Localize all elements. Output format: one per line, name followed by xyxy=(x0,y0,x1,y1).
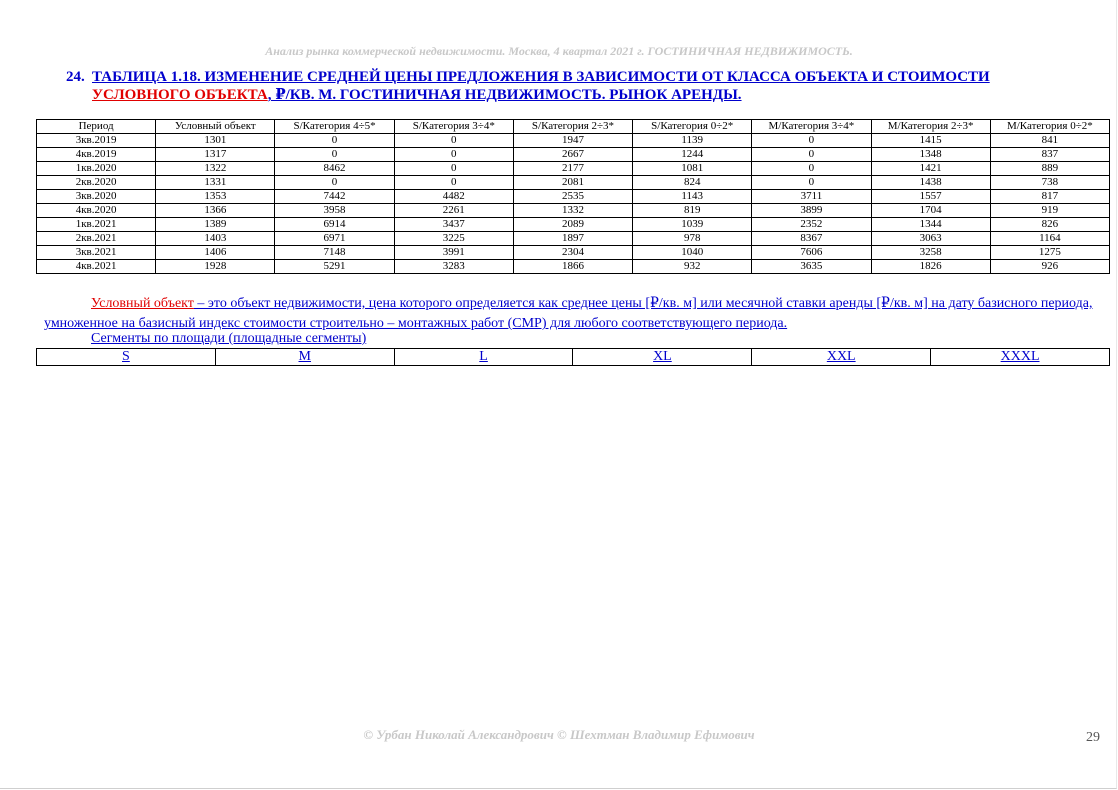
value-cell: 0 xyxy=(394,134,513,148)
period-cell: 3кв.2021 xyxy=(37,246,156,260)
value-cell: 932 xyxy=(633,260,752,274)
value-cell: 8462 xyxy=(275,162,394,176)
value-cell: 1040 xyxy=(633,246,752,260)
segment-link-xxl[interactable]: XXL xyxy=(752,349,931,366)
value-cell: 3437 xyxy=(394,218,513,232)
value-cell: 3711 xyxy=(752,190,871,204)
running-header: Анализ рынка коммерческой недвижимости. Москва, 4 квартал 2021 г. ГОСТИНИЧНАЯ НЕДВИЖИМОСТЬ. xyxy=(265,44,853,58)
value-cell: 6971 xyxy=(275,232,394,246)
value-cell: 889 xyxy=(990,162,1109,176)
value-cell: 1557 xyxy=(871,190,990,204)
value-cell: 1415 xyxy=(871,134,990,148)
segment-link-xl[interactable]: XL xyxy=(573,349,752,366)
value-cell: 7606 xyxy=(752,246,871,260)
value-cell: 1389 xyxy=(156,218,275,232)
value-cell: 3063 xyxy=(871,232,990,246)
value-cell: 919 xyxy=(990,204,1109,218)
table-row xyxy=(37,148,1110,162)
value-cell: 826 xyxy=(990,218,1109,232)
table-header-row xyxy=(37,120,1110,134)
period-cell: 2кв.2020 xyxy=(37,176,156,190)
value-cell: 1143 xyxy=(633,190,752,204)
value-cell: 926 xyxy=(990,260,1109,274)
header-s-cat-2-3: S/Категория 2÷3* xyxy=(513,120,632,134)
value-cell: 0 xyxy=(275,134,394,148)
value-cell: 1406 xyxy=(156,246,275,260)
value-cell: 1081 xyxy=(633,162,752,176)
period-cell: 4кв.2021 xyxy=(37,260,156,274)
value-cell: 817 xyxy=(990,190,1109,204)
value-cell: 1366 xyxy=(156,204,275,218)
table-body xyxy=(37,134,1110,274)
price-table xyxy=(36,119,1110,274)
value-cell: 1164 xyxy=(990,232,1109,246)
value-cell: 1403 xyxy=(156,232,275,246)
value-cell: 1928 xyxy=(156,260,275,274)
value-cell: 837 xyxy=(990,148,1109,162)
header-m-cat-3-4: M/Категория 3÷4* xyxy=(752,120,871,134)
header-m-cat-0-2: M/Категория 0÷2* xyxy=(990,120,1109,134)
value-cell: 0 xyxy=(752,162,871,176)
period-cell: 3кв.2019 xyxy=(37,134,156,148)
value-cell: 0 xyxy=(752,148,871,162)
value-cell: 0 xyxy=(275,148,394,162)
table-row xyxy=(37,232,1110,246)
heading-line-1: ТАБЛИЦА 1.18. ИЗМЕНЕНИЕ СРЕДНЕЙ ЦЕНЫ ПРЕДЛОЖЕНИЯ В ЗАВИСИМОСТИ ОТ КЛАССА ОБЪЕКТА И СТОИМОСТИ xyxy=(92,69,990,85)
value-cell: 1322 xyxy=(156,162,275,176)
value-cell: 1332 xyxy=(513,204,632,218)
value-cell: 3958 xyxy=(275,204,394,218)
table-row xyxy=(37,162,1110,176)
value-cell: 2261 xyxy=(394,204,513,218)
value-cell: 1704 xyxy=(871,204,990,218)
heading-line-2: , ₽/КВ. М. ГОСТИНИЧНАЯ НЕДВИЖИМОСТЬ. РЫНОК АРЕНДЫ. xyxy=(267,87,742,103)
table-row xyxy=(37,260,1110,274)
value-cell: 3991 xyxy=(394,246,513,260)
value-cell: 1438 xyxy=(871,176,990,190)
value-cell: 1331 xyxy=(156,176,275,190)
segments-row xyxy=(37,349,1110,366)
value-cell: 819 xyxy=(633,204,752,218)
value-cell: 3635 xyxy=(752,260,871,274)
header-s-cat-4-5: S/Категория 4÷5* xyxy=(275,120,394,134)
header-conditional-object: Условный объект xyxy=(156,120,275,134)
value-cell: 8367 xyxy=(752,232,871,246)
value-cell: 0 xyxy=(394,148,513,162)
value-cell: 1139 xyxy=(633,134,752,148)
note-term-link[interactable]: Условный объект xyxy=(91,296,194,311)
value-cell: 4482 xyxy=(394,190,513,204)
value-cell: 0 xyxy=(275,176,394,190)
header-m-cat-2-3: M/Категория 2÷3* xyxy=(871,120,990,134)
value-cell: 1826 xyxy=(871,260,990,274)
value-cell: 0 xyxy=(394,162,513,176)
table-row xyxy=(37,176,1110,190)
footer-copyright: © Урбан Николай Александрович © Шехтман Владимир Ефимович xyxy=(363,727,755,742)
header-s-cat-3-4: S/Категория 3÷4* xyxy=(394,120,513,134)
value-cell: 1866 xyxy=(513,260,632,274)
value-cell: 1039 xyxy=(633,218,752,232)
segment-link-s[interactable]: S xyxy=(37,349,216,366)
value-cell: 1275 xyxy=(990,246,1109,260)
value-cell: 1317 xyxy=(156,148,275,162)
header-s-cat-0-2: S/Категория 0÷2* xyxy=(633,120,752,134)
period-cell: 4кв.2019 xyxy=(37,148,156,162)
table-row xyxy=(37,204,1110,218)
value-cell: 1344 xyxy=(871,218,990,232)
value-cell: 2352 xyxy=(752,218,871,232)
value-cell: 824 xyxy=(633,176,752,190)
segments-table xyxy=(36,348,1110,366)
definition-note xyxy=(44,294,1110,334)
segment-link-xxxl[interactable]: XXXL xyxy=(931,349,1110,366)
value-cell: 2535 xyxy=(513,190,632,204)
segment-link-l[interactable]: L xyxy=(394,349,573,366)
value-cell: 2177 xyxy=(513,162,632,176)
value-cell: 0 xyxy=(752,176,871,190)
value-cell: 3225 xyxy=(394,232,513,246)
value-cell: 1301 xyxy=(156,134,275,148)
value-cell: 1348 xyxy=(871,148,990,162)
period-cell: 4кв.2020 xyxy=(37,204,156,218)
note-definition: – это объект недвижимости, цена которого определяется как среднее цены [₽/кв. м] или месячной ставки аренды [₽/кв. м] на дату базисного периода, умноженное на базисный индекс стоимости строительно – монтажных работ (СМР) для любого соответствующего периода. xyxy=(44,296,1093,331)
table-row xyxy=(37,190,1110,204)
header-period: Период xyxy=(37,120,156,134)
segment-link-m[interactable]: M xyxy=(215,349,394,366)
period-cell: 2кв.2021 xyxy=(37,232,156,246)
value-cell: 3283 xyxy=(394,260,513,274)
table-row xyxy=(37,218,1110,232)
period-cell: 1кв.2020 xyxy=(37,162,156,176)
value-cell: 5291 xyxy=(275,260,394,274)
value-cell: 1353 xyxy=(156,190,275,204)
value-cell: 1947 xyxy=(513,134,632,148)
value-cell: 2304 xyxy=(513,246,632,260)
table-row xyxy=(37,246,1110,260)
value-cell: 0 xyxy=(394,176,513,190)
table-heading xyxy=(66,68,1076,104)
value-cell: 2667 xyxy=(513,148,632,162)
table-row xyxy=(37,134,1110,148)
value-cell: 841 xyxy=(990,134,1109,148)
period-cell: 1кв.2021 xyxy=(37,218,156,232)
heading-conditional-object-link[interactable]: УСЛОВНОГО ОБЪЕКТА xyxy=(92,87,268,103)
heading-number: 24. xyxy=(66,69,85,85)
value-cell: 1421 xyxy=(871,162,990,176)
value-cell: 978 xyxy=(633,232,752,246)
value-cell: 3899 xyxy=(752,204,871,218)
value-cell: 1244 xyxy=(633,148,752,162)
value-cell: 7442 xyxy=(275,190,394,204)
value-cell: 1897 xyxy=(513,232,632,246)
value-cell: 2089 xyxy=(513,218,632,232)
value-cell: 7148 xyxy=(275,246,394,260)
page-number: 29 xyxy=(1086,730,1100,745)
value-cell: 2081 xyxy=(513,176,632,190)
value-cell: 0 xyxy=(752,134,871,148)
value-cell: 6914 xyxy=(275,218,394,232)
segments-caption[interactable]: Сегменты по площади (площадные сегменты) xyxy=(91,331,367,346)
value-cell: 738 xyxy=(990,176,1109,190)
period-cell: 3кв.2020 xyxy=(37,190,156,204)
value-cell: 3258 xyxy=(871,246,990,260)
